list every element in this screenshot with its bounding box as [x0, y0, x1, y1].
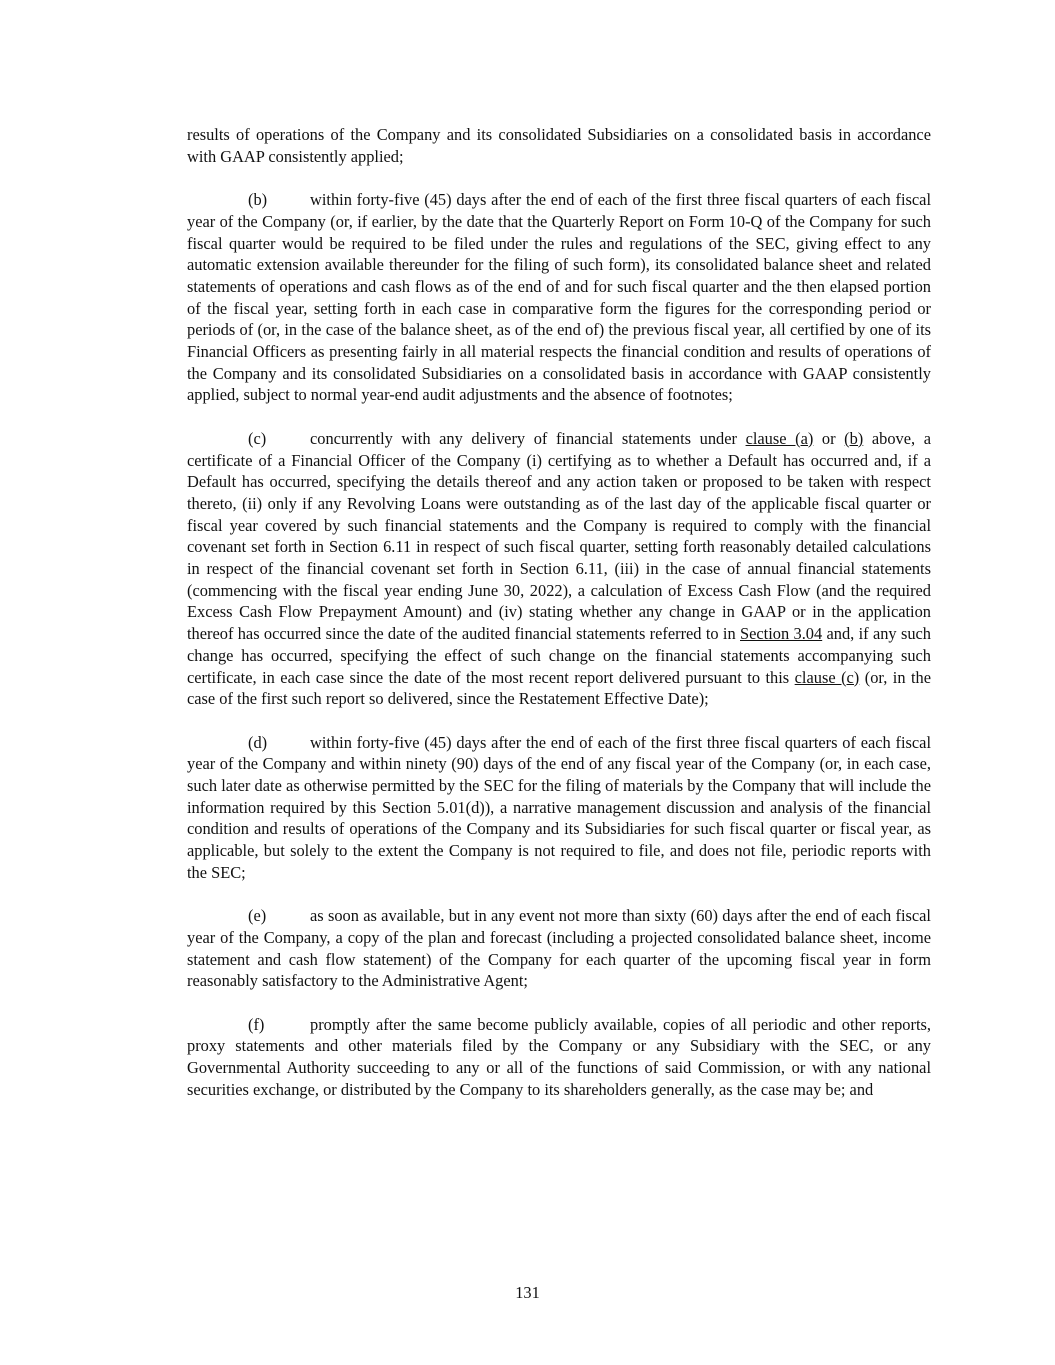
clause-c-text: (or, in the case of the first such report so delivered, since the Restatement Effective Date); [187, 667, 932, 709]
clause-d-label: (d) [248, 732, 268, 752]
clause-e-label: (e) [248, 906, 267, 926]
document-body [187, 124, 931, 1122]
clause-b-text: within forty-five (45) days after the end of each of the first three fiscal quarters of each fiscal year of the Company (or, if earlier, by the date that the Quarterly Report on Form 10-Q of the Company for such fiscal quarter would be required to be filed under the rules and regulations of the SEC, giving effect to any automatic extension available thereunder for the filing of such form), its consolidated balance sheet and related statements of operations and cash flows as of the end of and for such fiscal quarter and the then elapsed portion of the fiscal year, setting forth in each case in comparative form the figures for the corresponding period or periods of (or, in the case of the balance sheet, as of the end of) the previous fiscal year, all certified by one of its Financial Officers as presenting fairly in all material respects the financial condition and results of operations of the Company and its consolidated Subsidiaries on a consolidated basis in accordance with GAAP consistently applied, subject to normal year-end audit adjustments and the absence of footnotes; [187, 190, 931, 405]
clause-f-label: (f) [248, 1014, 265, 1034]
clause-b-reference: (b) [844, 428, 864, 448]
clause-c-text: above, a certificate of a Financial Officer of the Company (i) certifying as to whether a Default has occurred and, if a Default has occurred, specifying the details thereof and any action taken or proposed to be taken with respect thereto, (ii) only if any Revolving Loans were outstanding as of the last day of the applicable fiscal quarter or fiscal year covered by such financial statements and the Company is required to comply with the financial covenant set forth in Section 6.11 in respect of such fiscal quarter, setting forth reasonably detailed calculations in respect of the financial covenant set forth in Section 6.11, (iii) in the case of annual financial statements (commencing with the fiscal year ending June 30, 2022), a calculation of Excess Cash Flow (and the required Excess Cash Flow Prepayment Amount) and (iv) stating whether any change in GAAP or in the application thereof has occurred since the date of the audited financial statements referred to in [187, 428, 931, 644]
intro-paragraph: results of operations of the Company and its consolidated Subsidiaries on a consolidated basis in accordance with GAAP consistently applied; [187, 125, 931, 166]
page-number: 131 [515, 1283, 540, 1302]
clause-e-paragraph [187, 905, 931, 992]
clause-c-reference: clause (c) [794, 667, 860, 687]
clause-c-label: (c) [248, 428, 267, 448]
clause-d-text: within forty-five (45) days after the end of each of the first three fiscal quarters of each fiscal year of the Company and within ninety (90) days of the end of any fiscal year of the Company (or, in each case, such later date as otherwise permitted by the SEC for the filing of materials by the Company that will include the information required by this Section 5.01(d)), a narrative management discussion and analysis of the financial condition and results of operations of the Company and its Subsidiaries for such fiscal quarter or fiscal year, as applicable, but solely to the extent the Company is not required to file, and does not file, periodic reports with the SEC; [187, 732, 931, 882]
clause-c-text: concurrently with any delivery of financial statements under [310, 428, 746, 448]
clause-f-paragraph [187, 1014, 931, 1101]
clause-e-text: as soon as available, but in any event not more than sixty (60) days after the end of each fiscal year of the Company, a copy of the plan and forecast (including a projected consolidated balance sheet, income statement and cash flow statement) of the Company for each quarter of the upcoming fiscal year in form reasonably satisfactory to the Administrative Agent; [187, 906, 931, 991]
clause-c-text: or [813, 428, 845, 448]
clause-d-paragraph [187, 732, 931, 884]
section-3-04-reference: Section 3.04 [740, 624, 823, 644]
clause-b-label: (b) [248, 190, 268, 210]
clause-c-paragraph [187, 428, 931, 710]
clause-b-paragraph [187, 189, 931, 406]
clause-f-text: promptly after the same become publicly available, copies of all periodic and other reports, proxy statements and other materials filed by the Company or any Subsidiary with the SEC, or any Governmental Authority succeeding to any or all of the functions of said Commission, or with any national securities exchange, or distributed by the Company to its shareholders generally, as the case may be; and [187, 1014, 931, 1099]
clause-a-reference: clause (a) [745, 428, 814, 448]
clause-c-text: and, if any such change has occurred, specifying the effect of such change on the financial statements accompanying such certificate, in each case since the date of the most recent report delivered pursuant to this [187, 624, 931, 687]
